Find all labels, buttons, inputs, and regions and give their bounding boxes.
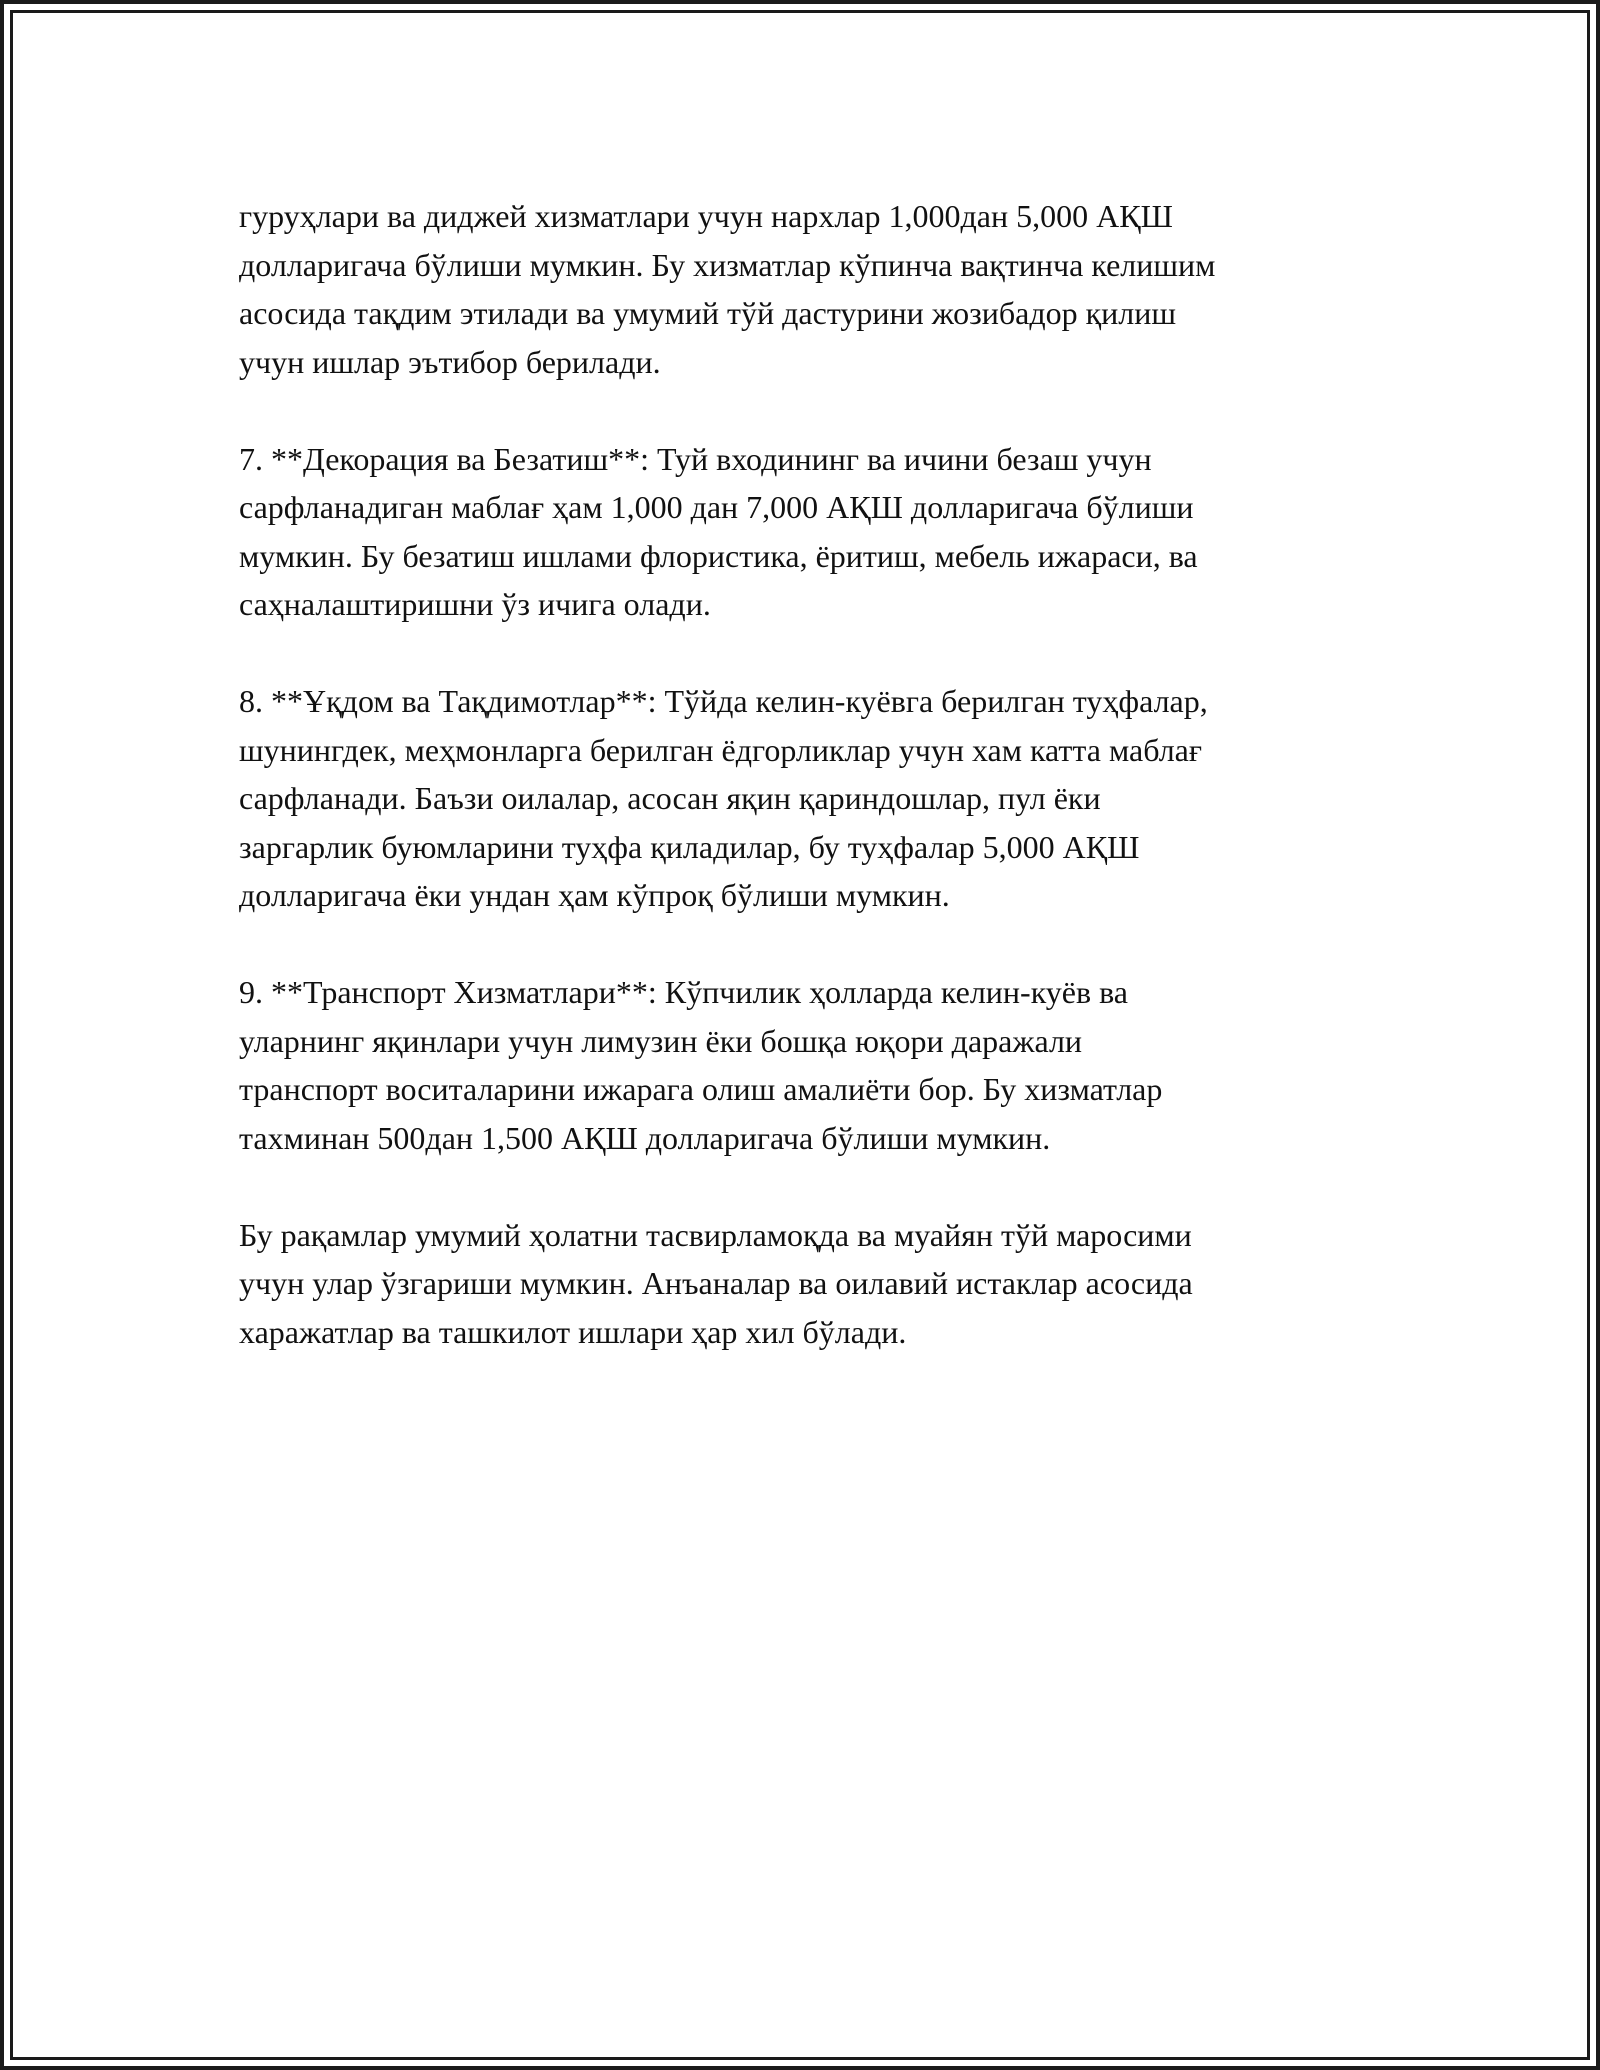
text-line: харажатлар ва ташкилот ишлари ҳар хил бўлади. <box>239 1313 907 1350</box>
paragraph-conclusion <box>239 1211 1399 1357</box>
text-line: учун ишлар эътибор берилади. <box>239 343 661 380</box>
paragraph-gifts <box>239 677 1399 920</box>
text-line: транспорт воситаларини ижарага олиш амалиёти бор. Бу хизматлар <box>239 1071 1163 1107</box>
text-line: гуруҳлари ва диджей хизматлари учун нархлар 1,000дан 5,000 АҚШ <box>239 198 1173 234</box>
text-line: Бу рақамлар умумий ҳолатни тасвирламоқда ва муайян тўй маросими <box>239 1216 1192 1253</box>
document-body <box>239 192 1399 1405</box>
text-line: долларигача бўлиши мумкин. Бу хизматлар кўпинча вақтинча келишим <box>239 246 1216 283</box>
paragraph-music-services <box>239 192 1399 386</box>
text-line: шунингдек, меҳмонларга берилган ёдгорликлар учун хам катта маблағ <box>239 731 1202 768</box>
text-line: саҳналаштиришни ўз ичига олади. <box>239 586 711 622</box>
text-line: долларигача ёки ундан ҳам кўпроқ бўлиши мумкин. <box>239 877 950 913</box>
paragraph-decoration <box>239 435 1399 629</box>
paragraph-transport <box>239 968 1399 1162</box>
text-line: 9. **Транспорт Хизматлари**: Кўпчилик ҳолларда келин-куёв ва <box>239 974 1128 1010</box>
text-line: учун улар ўзгариши мумкин. Анъаналар ва оилавий истаклар асосида <box>239 1265 1193 1301</box>
text-line: асосида тақдим этилади ва умумий тўй дастурини жозибадор қилиш <box>239 295 1176 331</box>
text-line: сарфланадиган маблағ ҳам 1,000 дан 7,000 АҚШ долларигача бўлиши <box>239 489 1194 525</box>
text-line: сарфланади. Баъзи оилалар, асосан яқин қариндошлар, пул ёки <box>239 780 1101 816</box>
text-line: 7. **Декорация ва Безатиш**: Туй входининг ва ичини безаш учун <box>239 440 1152 477</box>
text-line: мумкин. Бу безатиш ишлами флористика, ёритиш, мебель ижараси, ва <box>239 537 1198 574</box>
text-line: уларнинг яқинлари учун лимузин ёки бошқа юқори даражали <box>239 1022 1083 1059</box>
text-line: тахминан 500дан 1,500 АҚШ долларигача бўлиши мумкин. <box>239 1119 1051 1156</box>
text-line: 8. **Ұқдом ва Тақдимотлар**: Тўйда келин-куёвга берилган туҳфалар, <box>239 683 1208 719</box>
text-line: заргарлик буюмларини туҳфа қиладилар, бу туҳфалар 5,000 АҚШ <box>239 828 1140 865</box>
